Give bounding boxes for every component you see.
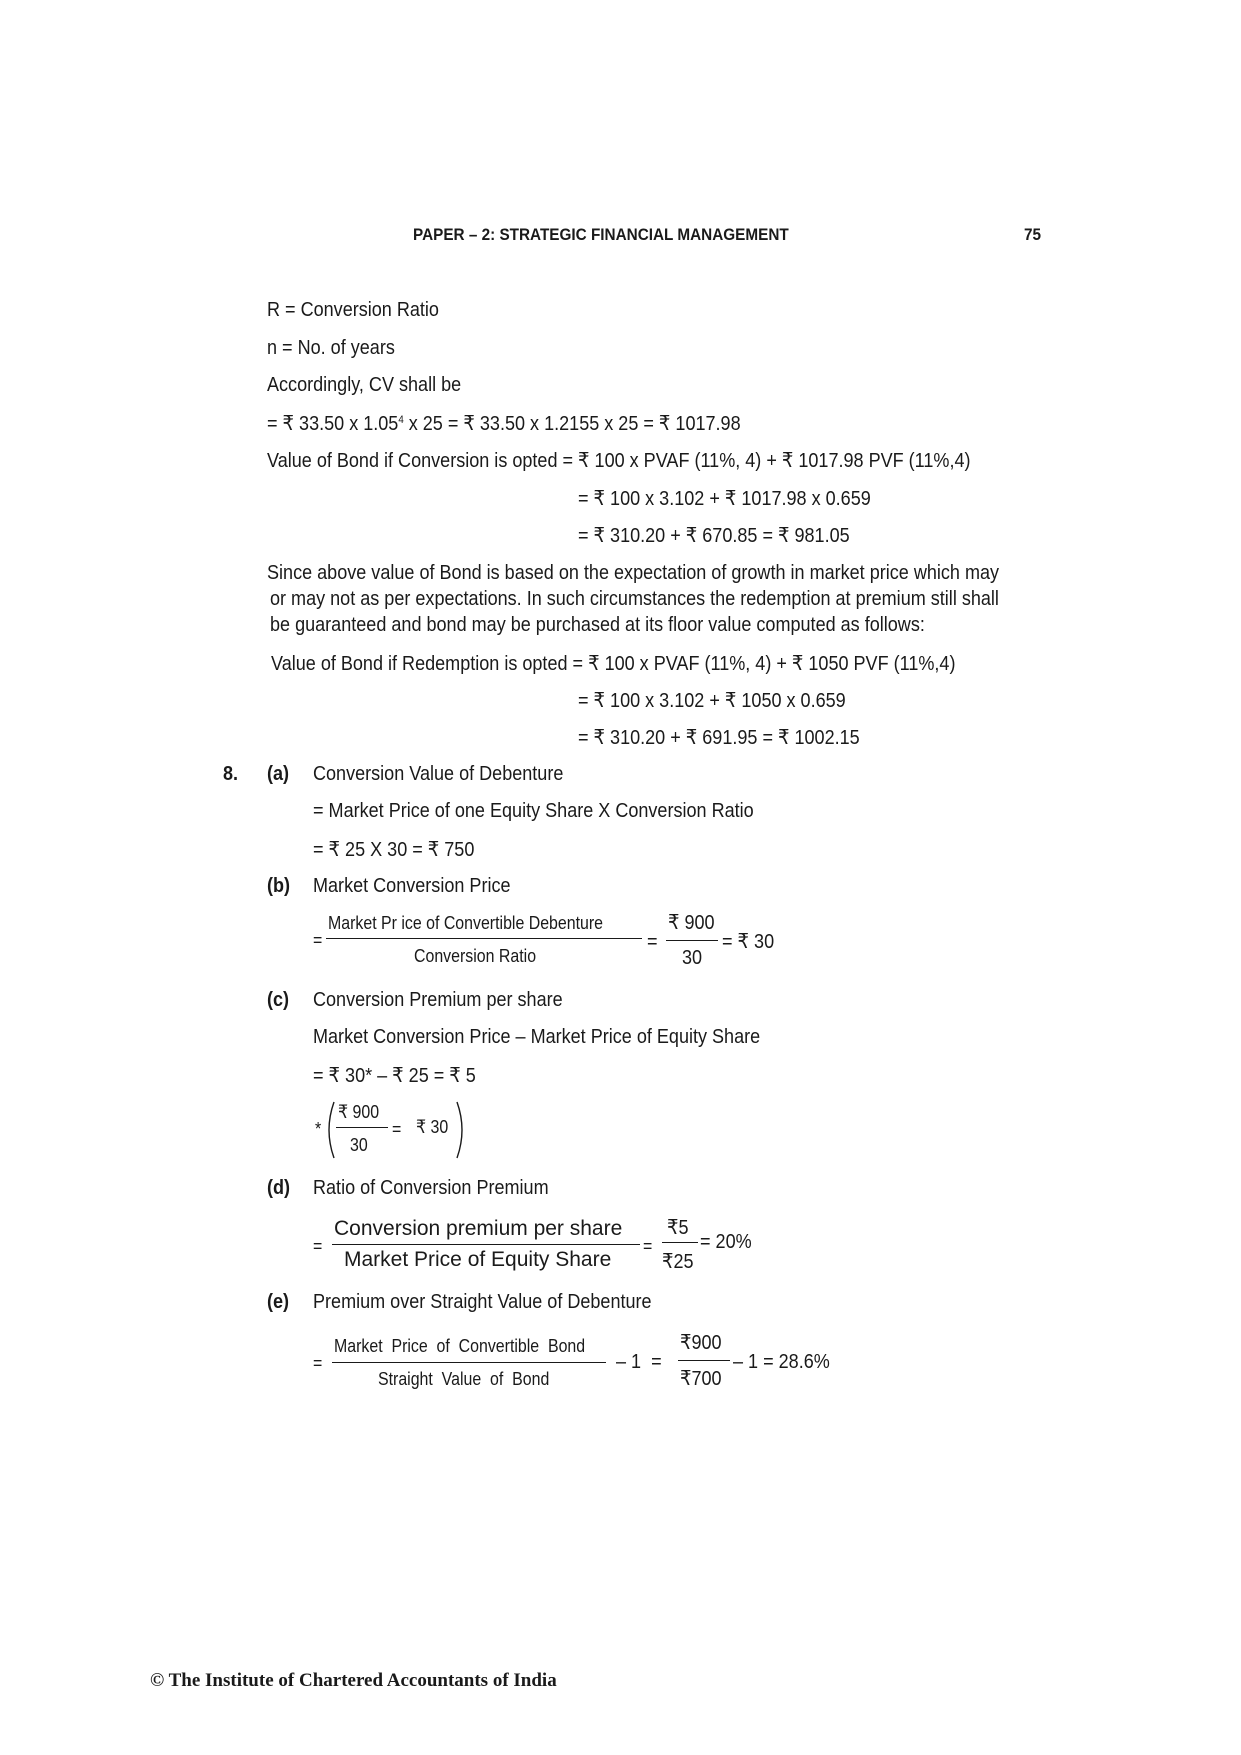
- part-c-result: ₹ 30: [416, 1116, 449, 1137]
- def-n: n = No. of years: [267, 336, 395, 359]
- part-e-numerator: Market Price of Convertible Bond: [334, 1335, 586, 1356]
- page-header-title: PAPER – 2: STRATEGIC FINANCIAL MANAGEMENT: [413, 225, 789, 244]
- part-c-line1: Market Conversion Price – Market Price of Equity Share: [313, 1025, 761, 1048]
- paragraph-line: Since above value of Bond is based on the expectation of growth in market price which may: [267, 561, 1000, 584]
- page-number: 75: [1024, 225, 1042, 244]
- footer-copyright: © The Institute of Chartered Accountants of India: [150, 1670, 557, 1691]
- part-d-equals-2: =: [643, 1235, 653, 1256]
- paragraph-line: be guaranteed and bond may be purchased at its floor value computed as follows:: [270, 613, 925, 636]
- part-b-result: = ₹ 30: [722, 930, 775, 953]
- fraction-bar: [678, 1360, 730, 1361]
- part-d-equals: =: [313, 1235, 323, 1256]
- part-b-label: (b): [267, 874, 291, 897]
- fraction-bar: [332, 1244, 640, 1245]
- part-b-denominator-2: 30: [682, 946, 703, 969]
- bond-redemption-line2: = ₹ 100 x 3.102 + ₹ 1050 x 0.659: [578, 689, 846, 712]
- part-c-equals: =: [392, 1118, 402, 1139]
- fraction-bar: [666, 940, 718, 941]
- part-b-numerator-2: ₹ 900: [668, 911, 715, 934]
- bond-conversion-line2: = ₹ 100 x 3.102 + ₹ 1017.98 x 0.659: [578, 487, 871, 510]
- part-c-line2: = ₹ 30* – ₹ 25 = ₹ 5: [313, 1064, 476, 1087]
- part-d-denominator: Market Price of Equity Share: [344, 1248, 612, 1271]
- part-a-line2: = ₹ 25 X 30 = ₹ 750: [313, 838, 475, 861]
- fraction-bar: [326, 938, 642, 939]
- part-d-result: = 20%: [700, 1230, 752, 1253]
- part-e-equals: =: [313, 1352, 323, 1373]
- question-number: 8.: [223, 762, 239, 785]
- fraction-bar: [662, 1242, 698, 1243]
- paragraph-line: or may not as per expectations. In such circumstances the redemption at premium still shall: [270, 587, 999, 610]
- fraction-bar: [336, 1127, 388, 1128]
- part-e-denominator-2: ₹700: [680, 1367, 722, 1390]
- cv-calculation: = ₹ 33.50 x 1.05$^4$ x 25 = ₹ 33.50 x 1.2155 x 25 = ₹ 1017.98: [267, 412, 741, 435]
- part-e-title: Premium over Straight Value of Debenture: [313, 1290, 652, 1313]
- part-d-numerator: Conversion premium per share: [334, 1217, 623, 1240]
- part-e-numerator-2: ₹900: [680, 1331, 722, 1354]
- def-r: R = Conversion Ratio: [267, 298, 439, 321]
- part-e-denominator: Straight Value of Bond: [378, 1368, 550, 1389]
- bond-redemption-line1: Value of Bond if Redemption is opted = ₹ 100 x PVAF (11%, 4) + ₹ 1050 PVF (11%,4): [271, 652, 956, 675]
- part-b-equals-2: =: [647, 930, 658, 953]
- footnote-star: *: [315, 1118, 322, 1139]
- part-e-result: – 1 = 28.6%: [733, 1350, 830, 1373]
- part-b-denominator: Conversion Ratio: [414, 945, 537, 966]
- part-d-label: (d): [267, 1176, 291, 1199]
- part-c-label: (c): [267, 988, 290, 1011]
- part-d-title: Ratio of Conversion Premium: [313, 1176, 549, 1199]
- part-b-equals: =: [313, 929, 323, 950]
- bond-conversion-line1: Value of Bond if Conversion is opted = ₹ 100 x PVAF (11%, 4) + ₹ 1017.98 PVF (11%,4): [267, 449, 971, 472]
- part-a-title: Conversion Value of Debenture: [313, 762, 564, 785]
- part-a-line1: = Market Price of one Equity Share X Conversion Ratio: [313, 799, 754, 822]
- part-c-numerator: ₹ 900: [338, 1101, 380, 1122]
- accordingly-line: Accordingly, CV shall be: [267, 373, 462, 396]
- fraction-bar: [332, 1362, 606, 1363]
- part-d-numerator-2: ₹5: [667, 1216, 689, 1239]
- bond-redemption-line3: = ₹ 310.20 + ₹ 691.95 = ₹ 1002.15: [578, 726, 860, 749]
- part-b-title: Market Conversion Price: [313, 874, 511, 897]
- part-c-denominator: 30: [350, 1134, 368, 1155]
- part-a-label: (a): [267, 762, 290, 785]
- part-d-denominator-2: ₹25: [662, 1250, 694, 1273]
- right-parenthesis: [455, 1100, 469, 1160]
- part-e-minus-one: – 1 =: [616, 1350, 662, 1373]
- explanation-paragraph: [267, 560, 1047, 638]
- bond-conversion-line3: = ₹ 310.20 + ₹ 670.85 = ₹ 981.05: [578, 524, 850, 547]
- part-c-title: Conversion Premium per share: [313, 988, 563, 1011]
- part-e-label: (e): [267, 1290, 290, 1313]
- left-parenthesis: [322, 1100, 336, 1160]
- part-b-numerator: Market Pr ice of Convertible Debenture: [328, 912, 604, 933]
